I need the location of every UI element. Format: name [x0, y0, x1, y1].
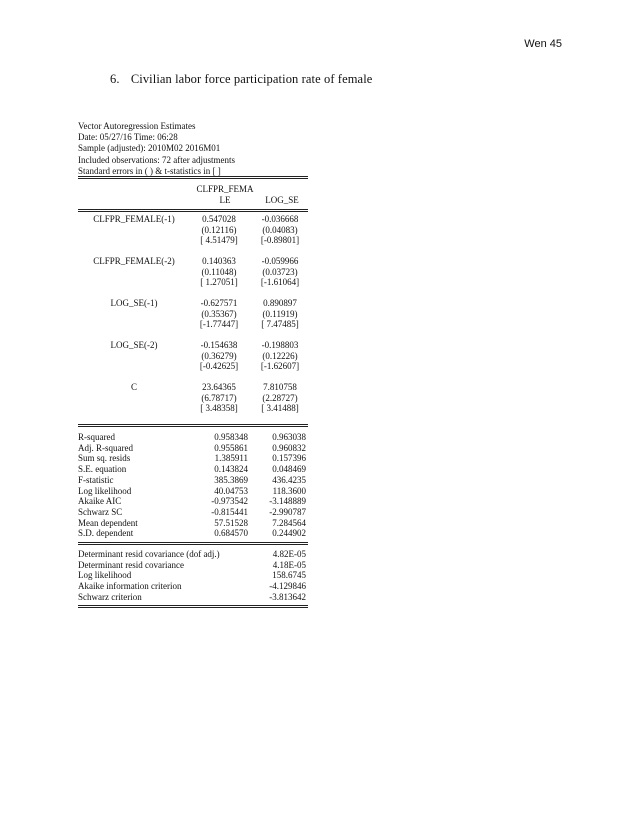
stats-bottom-double-rule	[78, 542, 308, 545]
system-stat-value: -3.813642	[269, 591, 306, 602]
coef-cell-col1: (0.36279)	[201, 350, 237, 361]
section-number: 6.	[110, 72, 120, 86]
stat-value-col2: 118.3600	[272, 485, 306, 496]
stat-value-col1: 0.684570	[214, 528, 248, 539]
system-stat-value: 4.18E-05	[272, 559, 306, 570]
stat-name: Sum sq. resids	[78, 453, 131, 464]
stat-name: F-statistic	[78, 474, 114, 485]
system-stat-name: Determinant resid covariance (dof adj.)	[78, 549, 220, 559]
coef-cell-col2: (0.12226)	[262, 350, 298, 361]
coef-cell-col2: -0.036668	[261, 214, 299, 224]
stat-name: Akaike AIC	[78, 496, 122, 507]
stat-value-col2: 0.048469	[272, 464, 306, 475]
estimation-meta	[78, 121, 308, 177]
top-double-rule	[78, 176, 308, 179]
coef-cell-col1: 23.64365	[202, 382, 236, 392]
coef-cell-col2: (0.03723)	[262, 266, 298, 277]
system-stat-name: Akaike information criterion	[78, 581, 182, 592]
coef-cell-col1: 0.547028	[202, 214, 236, 224]
system-stat-name: Determinant resid covariance	[78, 559, 184, 570]
coef-cell-col1: [ 3.48358]	[200, 403, 238, 414]
coef-cell-col2: -0.198803	[261, 340, 299, 350]
coef-cell-col2: [ 7.47485]	[261, 319, 299, 330]
stat-value-col2: 0.244902	[272, 528, 306, 539]
coef-cell-col2: 0.890897	[263, 298, 297, 308]
coef-cell-col1: [-1.77447]	[199, 319, 239, 330]
stat-value-col2: 0.157396	[272, 453, 306, 464]
final-double-rule	[78, 605, 308, 608]
meta-line: Included observations: 72 after adjustments	[78, 154, 235, 165]
coef-row-label: CLFPR_FEMALE(-1)	[93, 214, 175, 224]
coef-row-label: C	[130, 382, 137, 392]
coef-cell-col1: (6.78717)	[201, 392, 237, 403]
coef-cell-col2: [-1.61064]	[260, 277, 300, 288]
stat-value-col2: -3.148889	[269, 496, 306, 507]
stat-value-col2: 436.4235	[272, 474, 306, 485]
coef-cell-col2: [ 3.41488]	[261, 403, 299, 414]
stat-name: Log likelihood	[78, 485, 132, 496]
meta-line: Date: 05/27/16 Time: 06:28	[78, 132, 178, 143]
header-double-rule	[78, 209, 308, 212]
stat-value-col1: -0.815441	[211, 506, 248, 517]
coef-row-label: CLFPR_FEMALE(-2)	[93, 256, 175, 266]
stat-name: Schwarz SC	[78, 506, 123, 517]
section-title	[110, 72, 372, 87]
stat-value-col2: -2.990787	[269, 506, 306, 517]
stat-name: Mean dependent	[78, 517, 138, 528]
system-stat-value: -4.129846	[269, 581, 306, 592]
stat-value-col2: 0.960832	[272, 442, 306, 453]
stat-name: S.D. dependent	[78, 528, 134, 539]
coef-cell-col2: -0.059966	[261, 256, 299, 266]
system-stat-name: Log likelihood	[78, 570, 132, 581]
stat-value-col1: 40.04753	[214, 485, 248, 496]
stat-value-col1: 0.143824	[214, 464, 248, 475]
stat-name: Adj. R-squared	[78, 442, 133, 453]
meta-line: Standard errors in ( ) & t-statistics in [ ]	[78, 165, 221, 176]
stat-value-col2: 0.963038	[272, 432, 306, 442]
stat-value-col1: 57.51528	[214, 517, 248, 528]
coef-cell-col1: (0.11048)	[201, 266, 237, 277]
coef-row-label: LOG_SE(-2)	[110, 340, 158, 350]
coef-cell-col2: (0.04083)	[262, 224, 298, 235]
stat-name: S.E. equation	[78, 464, 127, 475]
coef-cell-col2: (0.11919)	[262, 308, 298, 319]
stat-value-col1: 0.958348	[214, 432, 248, 442]
section-title-text: Civilian labor force participation rate of female	[130, 72, 373, 86]
coef-cell-col1: -0.154638	[200, 340, 238, 350]
coef-cell-col2: (2.28727)	[262, 392, 298, 403]
column-header-2: LOG_SE	[265, 195, 299, 205]
coef-cell-col1: 0.140363	[202, 256, 236, 266]
coef-cell-col1: [ 1.27051]	[200, 277, 238, 288]
system-stat-value: 4.82E-05	[272, 549, 306, 559]
stat-value-col1: 385.3869	[214, 474, 248, 485]
coef-cell-col2: [-0.89801]	[260, 235, 300, 246]
coef-row-label: LOG_SE(-1)	[110, 298, 158, 308]
stat-value-col2: 7.284564	[272, 517, 306, 528]
coef-cell-col1: -0.627571	[200, 298, 238, 308]
page-header-name: Wen 45	[524, 38, 562, 50]
column-header-1: CLFPR_FEMA LE	[196, 184, 254, 205]
coef-cell-col2: 7.810758	[263, 382, 297, 392]
stat-value-col1: 1.385911	[214, 453, 248, 464]
coef-cell-col1: (0.12116)	[201, 224, 237, 235]
coef-cell-col1: (0.35367)	[201, 308, 237, 319]
system-stat-name: Schwarz criterion	[78, 591, 142, 602]
meta-line: Vector Autoregression Estimates	[78, 121, 196, 131]
coef-bottom-double-rule	[78, 424, 308, 427]
system-stat-value: 158.6745	[272, 570, 306, 581]
stat-value-col1: -0.973542	[211, 496, 248, 507]
coef-cell-col1: [ 4.51479]	[200, 235, 238, 246]
stat-value-col1: 0.955861	[214, 442, 248, 453]
stat-name: R-squared	[78, 432, 115, 442]
coef-cell-col1: [-0.42625]	[199, 361, 239, 372]
coef-cell-col2: [-1.62607]	[260, 361, 300, 372]
meta-line: Sample (adjusted): 2010M02 2016M01	[78, 143, 221, 154]
